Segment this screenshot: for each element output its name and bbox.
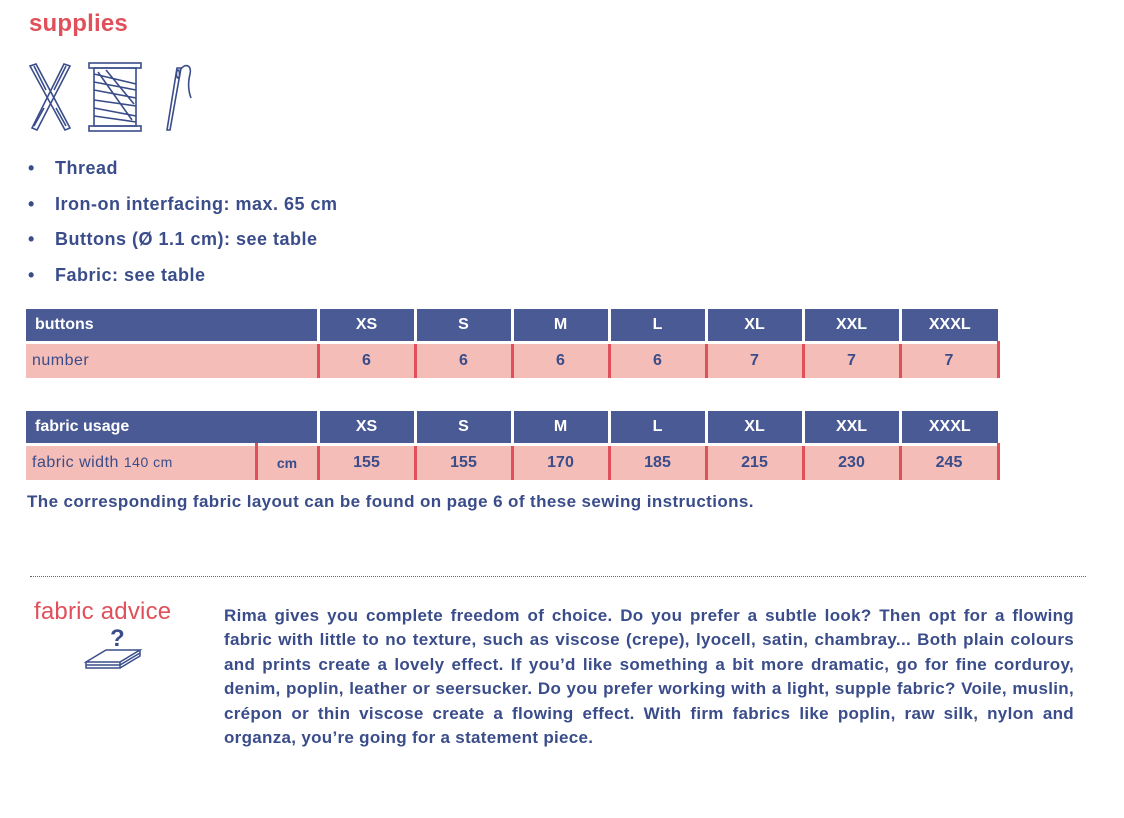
row-label-width: 140 cm bbox=[123, 454, 173, 470]
svg-text:?: ? bbox=[110, 625, 125, 652]
table-cell: 170 bbox=[512, 445, 609, 481]
table-cell: 7 bbox=[803, 343, 900, 379]
list-item bbox=[27, 191, 338, 227]
bullet: • bbox=[28, 229, 35, 250]
list-item-text: Iron-on interfacing: max. 65 cm bbox=[55, 193, 338, 214]
list-item-text: Buttons (Ø 1.1 cm): see table bbox=[55, 229, 318, 250]
fabric-question-icon bbox=[84, 624, 144, 674]
bullet: • bbox=[28, 158, 35, 178]
table-header-row bbox=[26, 309, 998, 343]
buttons-table bbox=[26, 309, 1000, 378]
table-header-label: fabric usage bbox=[26, 411, 318, 445]
table-cell: 215 bbox=[706, 445, 803, 481]
size-header: XXXL bbox=[900, 309, 998, 343]
table-cell: 230 bbox=[803, 445, 900, 481]
supplies-list bbox=[27, 155, 338, 298]
list-item-text: Thread bbox=[55, 158, 119, 178]
size-header: S bbox=[415, 411, 512, 445]
row-label: number bbox=[26, 343, 318, 379]
table-cell: 185 bbox=[609, 445, 706, 481]
table-cell: 6 bbox=[318, 343, 415, 379]
table-cell: 245 bbox=[900, 445, 998, 481]
row-label bbox=[26, 445, 256, 481]
list-item-text: Fabric: see table bbox=[55, 265, 206, 286]
size-header: XS bbox=[318, 411, 415, 445]
size-header: XXL bbox=[803, 411, 900, 445]
table-cell: 155 bbox=[415, 445, 512, 481]
size-header: XXXL bbox=[900, 411, 998, 445]
scissors-icon bbox=[30, 64, 70, 130]
dotted-divider bbox=[30, 576, 1086, 577]
thread-spool-icon bbox=[89, 63, 141, 131]
table-header-label: buttons bbox=[26, 309, 318, 343]
size-header: M bbox=[512, 309, 609, 343]
table-cell: 7 bbox=[706, 343, 803, 379]
fabric-advice-text: Rima gives you complete freedom of choice. Do you prefer a subtle look? Then opt for a flowing fabric with little to no texture, such as viscose (crepe), lyocell, satin, chambray... Both plain colours and prints create a lovely effect. If you’d like something a bit more dramatic, go for fine corduroy, denim, poplin, leather or seersucker. Do you prefer working with a light, supple fabric? Voile, muslin, crépon or thin viscose create a flowing effect. With firm fabrics like poplin, raw silk, nylon and organza, you’re going for a statement piece. bbox=[224, 606, 1074, 748]
table-cell: 6 bbox=[415, 343, 512, 379]
row-label-text: fabric width bbox=[32, 454, 119, 471]
table-cell: 155 bbox=[318, 445, 415, 481]
table-cell: 6 bbox=[512, 343, 609, 379]
list-item bbox=[27, 155, 338, 191]
list-item bbox=[27, 226, 338, 262]
bullet: • bbox=[28, 193, 35, 214]
table-cell: 7 bbox=[900, 343, 998, 379]
bullet: • bbox=[28, 265, 35, 286]
supplies-title: supplies bbox=[29, 10, 128, 37]
size-header: M bbox=[512, 411, 609, 445]
size-header: L bbox=[609, 411, 706, 445]
fabric-usage-table bbox=[26, 411, 1000, 480]
table-header-row bbox=[26, 411, 998, 445]
table-row bbox=[26, 445, 998, 481]
table-row bbox=[26, 343, 998, 379]
size-header: XXL bbox=[803, 309, 900, 343]
fabric-advice-title: fabric advice bbox=[34, 598, 172, 625]
needle-icon bbox=[167, 66, 191, 130]
list-item bbox=[27, 262, 338, 298]
size-header: XL bbox=[706, 309, 803, 343]
supplies-tool-icons bbox=[26, 60, 196, 134]
fabric-layout-note: The corresponding fabric layout can be found on page 6 of these sewing instructions. bbox=[27, 492, 754, 511]
size-header: S bbox=[415, 309, 512, 343]
size-header: XL bbox=[706, 411, 803, 445]
unit-cell: cm bbox=[256, 445, 318, 481]
size-header: L bbox=[609, 309, 706, 343]
table-cell: 6 bbox=[609, 343, 706, 379]
size-header: XS bbox=[318, 309, 415, 343]
